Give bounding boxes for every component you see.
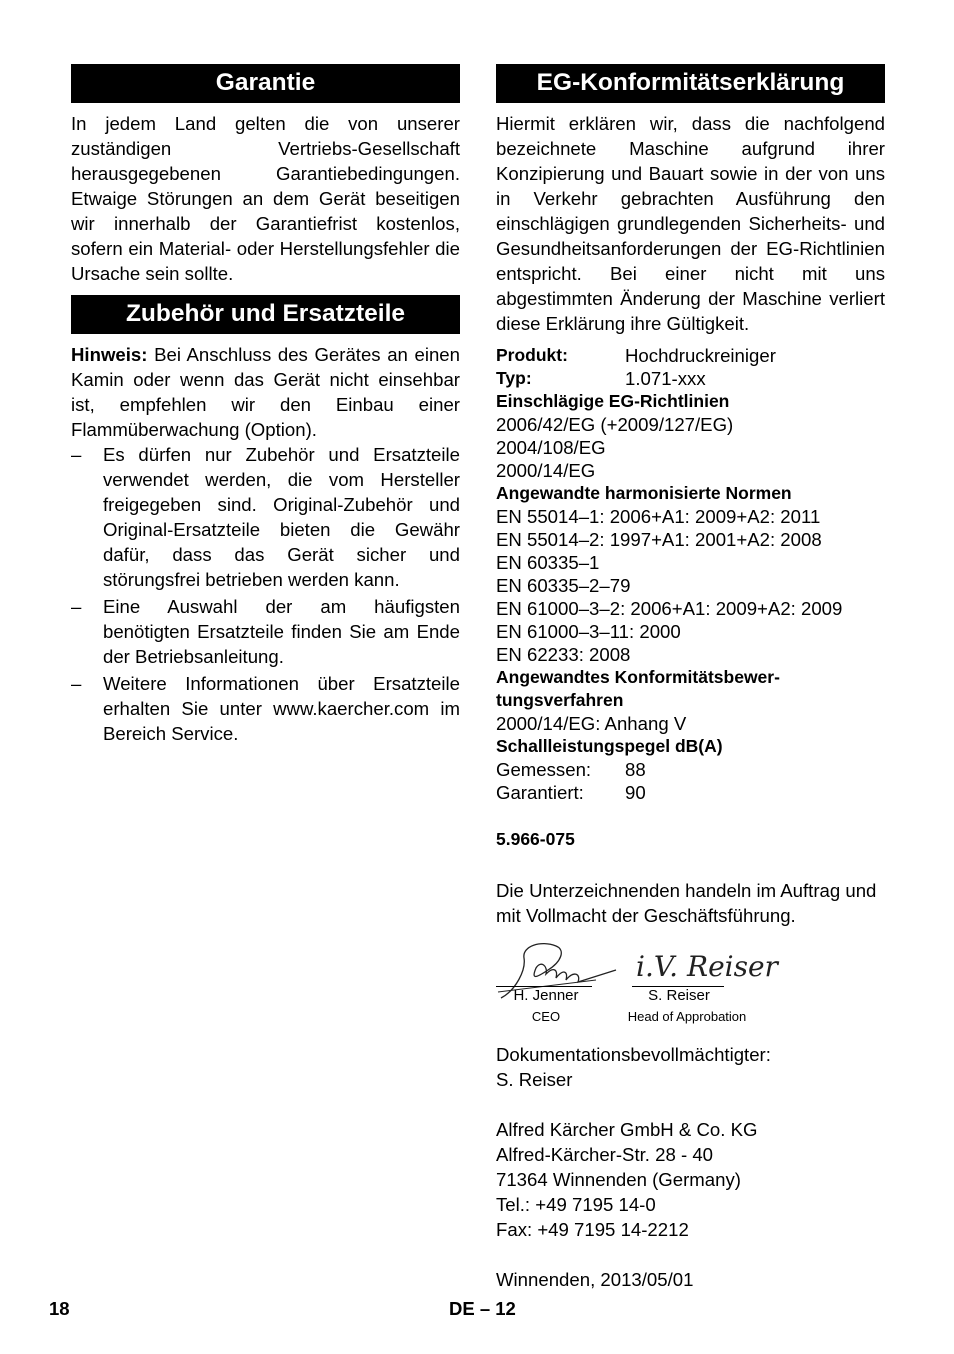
signer2-role: Head of Approbation [627,1009,747,1024]
richtlinien-heading: Einschlägige EG-Richtlinien [496,391,730,411]
list-item-text: Weitere Informationen über Ersatzteile erhalten Sie unter www.kaercher.com im Bereich Service. [103,673,460,744]
dash-marker: – [71,596,82,617]
produkt-label: Produkt: [496,345,568,365]
zubehoer-list [71,442,460,746]
address-line: Alfred Kärcher GmbH & Co. KG [496,1119,758,1140]
hinweis-paragraph [71,342,460,442]
signature-block [496,940,885,1030]
dok-label: Dokumentationsbevollmächtigter: [496,1044,771,1065]
typ-row [496,367,885,390]
konformitaet-heading: EG-Konformitätserklärung [496,64,885,103]
signature-reiser-script: i.V. Reiser [636,950,778,983]
richtlinie-item: 2000/14/EG [496,460,596,481]
typ-label: Typ: [496,368,532,388]
normen-heading: Angewandte harmonisierte Normen [496,483,792,503]
signer1-role: CEO [531,1009,561,1024]
list-item [71,671,460,746]
hinweis-label: Hinweis: [71,344,148,365]
list-item [71,442,460,592]
gemessen-label: Gemessen: [496,759,592,780]
norm-item: EN 62233: 2008 [496,644,631,665]
richtlinie-item: 2006/42/EG (+2009/127/EG) [496,414,734,435]
address-line: Tel.: +49 7195 14-0 [496,1194,656,1215]
address-line: Fax: +49 7195 14-2212 [496,1219,689,1240]
place-date: Winnenden, 2013/05/01 [496,1269,694,1290]
signer1-name: H. Jenner [513,987,579,1004]
norm-item: EN 60335–1 [496,552,600,573]
list-item [71,594,460,669]
spec-block [496,344,885,851]
verfahren-heading-line1: Angewandtes Konformitätsbewer- [496,667,780,687]
address-line: 71364 Winnenden (Germany) [496,1169,741,1190]
signature-reiser-image [634,944,778,989]
norm-item: EN 55014–1: 2006+A1: 2009+A2: 2011 [496,506,821,527]
garantiert-value: 90 [625,782,646,803]
doc-number: 5.966-075 [496,829,575,849]
dash-marker: – [71,444,82,465]
schall-heading: Schallleistungspegel dB(A) [496,736,723,756]
page-number: 18 [49,1298,70,1319]
garantie-text: In jedem Land gelten die von unserer zuständigen Vertriebs-Gesellschaft herausgegebenen Garantiebedingungen. Etwaige Störungen an dem Gerät beseitigen wir innerhalb der Garantiefrist kostenlos, sofern ein Material- oder Herstellungsfehler die Ursache sein sollte. [71,113,460,284]
richtlinie-item: 2004/108/EG [496,437,606,458]
verfahren-heading-line2: tungsverfahren [496,690,624,710]
dash-marker: – [71,673,82,694]
auftrag-text: Die Unterzeichnenden handeln im Auftrag und mit Vollmacht der Geschäftsführung. [496,880,877,926]
typ-value: 1.071-xxx [625,368,706,389]
garantie-heading: Garantie [71,64,460,103]
dok-name: S. Reiser [496,1069,573,1090]
right-column [496,64,885,1292]
gemessen-value: 88 [625,759,646,780]
norm-item: EN 61000–3–2: 2006+A1: 2009+A2: 2009 [496,598,843,619]
section-page-number: DE – 12 [449,1298,516,1319]
left-column [71,64,460,748]
zubehoer-heading: Zubehör und Ersatzteile [71,295,460,334]
produkt-value: Hochdruckreiniger [625,345,776,366]
address-block [496,1117,885,1242]
norm-item: EN 60335–2–79 [496,575,631,596]
address-line: Alfred-Kärcher-Str. 28 - 40 [496,1144,714,1165]
intro-text: Hiermit erklären wir, dass die nachfolgend bezeichnete Maschine aufgrund ihrer Konzipierung und Bauart sowie in der von uns in Verkehr gebrachten Ausführung den einschlägigen grundlegenden Sicherheits- und Gesundheitsanforderungen der EG-Richtlinien entspricht. Bei einer nicht mit uns abgestimmten Änderung der Maschine verliert diese Erklärung ihre Gültigkeit. [496,113,885,334]
verfahren-value: 2000/14/EG: Anhang V [496,713,687,734]
list-item-text: Es dürfen nur Zubehör und Ersatzteile verwendet werden, die vom Hersteller freigegeben sind. Original-Zubehör und Original-Ersatzteile bieten die Gewähr dafür, dass das Gerät sicher und störungsfrei betrieben werden kann. [103,444,460,590]
signer2-name: S. Reiser [648,987,710,1004]
norm-item: EN 61000–3–11: 2000 [496,621,681,642]
produkt-row [496,344,885,367]
garantiert-label: Garantiert: [496,782,584,803]
list-item-text: Eine Auswahl der am häufigsten benötigten Ersatzteile finden Sie am Ende der Betriebsanleitung. [103,596,460,667]
garantiert-row [496,781,885,804]
norm-item: EN 55014–2: 1997+A1: 2001+A2: 2008 [496,529,822,550]
hinweis-text: Bei Anschluss des Gerätes an einen Kamin oder wenn das Gerät nicht einsehbar ist, empfehlen wir den Einbau einer Flammüberwachung (Option). [71,344,460,440]
gemessen-row [496,758,885,781]
